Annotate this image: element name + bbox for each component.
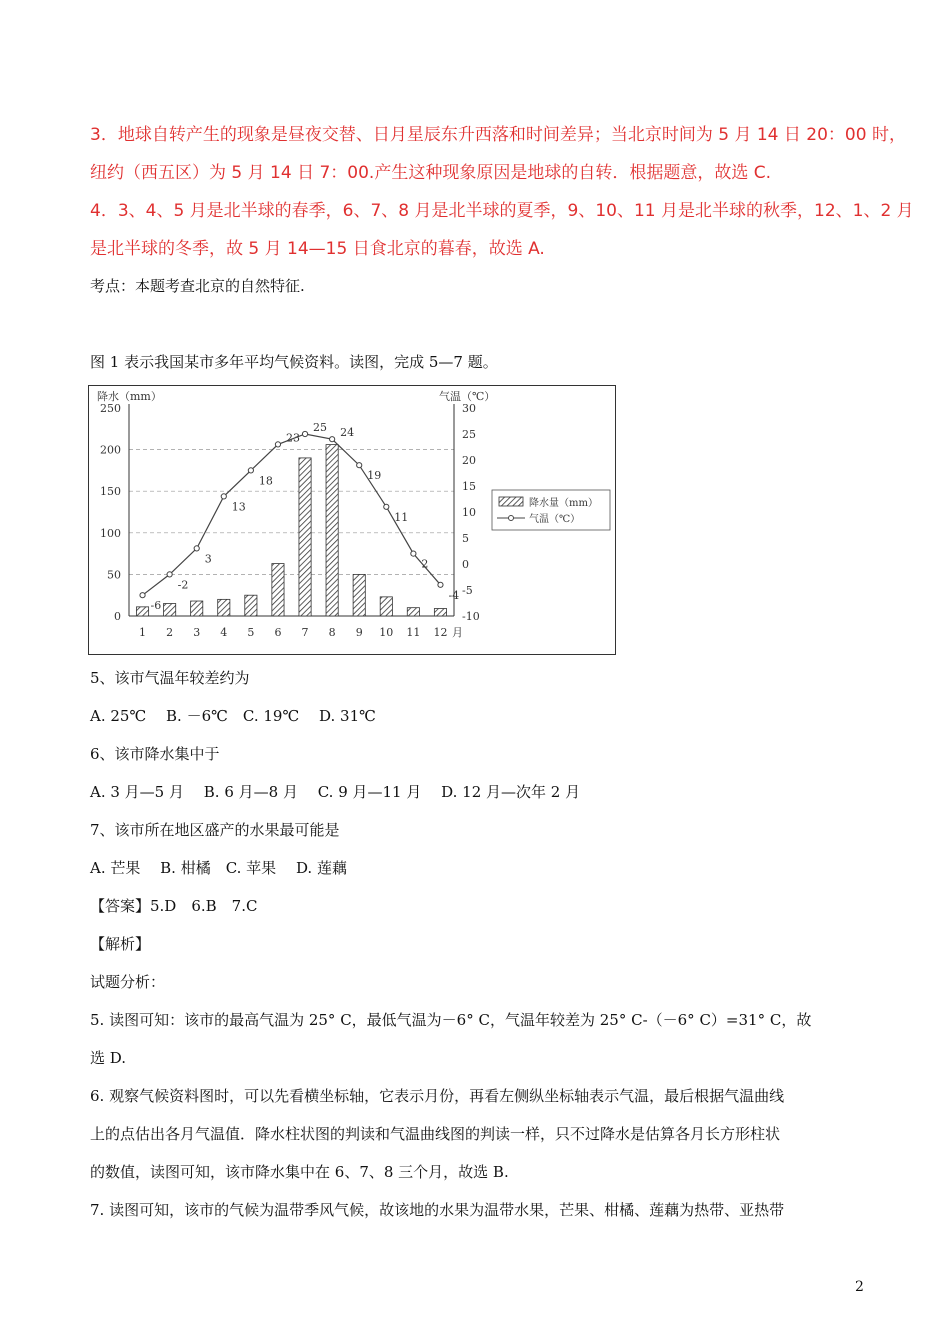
right-tick-label: 15 (462, 480, 476, 493)
x-tick-label: 9 (355, 626, 363, 639)
temp-point (411, 551, 416, 556)
left-axis-label: 降水（mm） (97, 390, 162, 403)
analysis-line-3: 4．3、4、5 月是北半球的春季，6、7、8 月是北半球的夏季，9、10、11 月是北半球的秋季，12、1、2 月 (90, 201, 914, 221)
precip-bar (164, 604, 176, 616)
exp5-line-1: 5. 读图可知：该市的最高气温为 25° C，最低气温为－6° C，气温年较差为 25° C-（－6° C）=31° C，故 (90, 1011, 812, 1029)
exp7-line-1: 7. 读图可知，该市的气候为温带季风气候，故该地的水果为温带水果，芒果、柑橘、莲藕为热带、亚热带 (90, 1201, 785, 1219)
right-tick-label: 5 (462, 532, 469, 545)
q6-stem: 6、该市降水集中于 (90, 745, 220, 763)
x-tick-label: 2 (166, 626, 174, 639)
exp6-line-3: 的数值，读图可知，该市降水集中在 6、7、8 三个月，故选 B. (90, 1163, 509, 1181)
analysis-line-1: 3．地球自转产生的现象是昼夜交替、日月星辰东升西落和时间差异；当北京时间为 5 月 14 日 20：00 时， (90, 125, 906, 145)
right-tick-label: 25 (462, 428, 476, 441)
left-tick-label: 50 (107, 568, 121, 582)
temp-point (275, 442, 280, 447)
temp-data-label: 18 (258, 474, 273, 488)
temp-data-label: -2 (177, 578, 189, 592)
climate-chart (89, 386, 615, 654)
temp-data-label: 11 (394, 510, 409, 524)
precip-bar (299, 458, 311, 616)
precip-bar (191, 601, 203, 616)
left-tick-label: 0 (114, 610, 121, 623)
left-tick-label: 200 (100, 443, 121, 457)
precip-bar (272, 564, 284, 616)
precip-bar (380, 597, 392, 616)
x-axis-unit: 月 (452, 626, 463, 639)
exp6-line-1: 6. 观察气候资料图时，可以先看横坐标轴，它表示月份，再看左侧纵坐标轴表示气温，最后根据气温曲线 (90, 1087, 785, 1105)
analysis-line-4: 是北半球的冬季，故 5 月 14—15 日食北京的暮春，故选 A. (90, 239, 545, 259)
temp-data-label: 13 (231, 500, 246, 514)
answer: 【答案】5.D 6.B 7.C (90, 897, 258, 915)
jiexi-heading: 【解析】 (90, 935, 151, 953)
right-tick-label: 0 (462, 558, 469, 571)
temp-point (221, 494, 226, 499)
page-number: 2 (855, 1279, 864, 1295)
x-tick-label: 11 (406, 626, 421, 639)
temp-point (140, 593, 145, 598)
analysis-line-2: 纽约（西五区）为 5 月 14 日 7：00.产生这种现象原因是地球的自转．根据题意，故选 C. (90, 163, 771, 183)
chart-intro: 图 1 表示我国某市多年平均气候资料。读图，完成 5—7 题。 (90, 353, 498, 371)
temp-point (330, 437, 335, 442)
right-tick-label: 30 (462, 402, 476, 415)
temp-data-label: 23 (285, 431, 300, 445)
temp-point (384, 504, 389, 509)
temp-data-label: 25 (313, 421, 328, 434)
precip-bar (434, 609, 446, 616)
temp-data-label: 19 (367, 469, 382, 483)
x-tick-label: 4 (220, 626, 228, 639)
temp-point (357, 463, 362, 468)
right-tick-label: 10 (462, 506, 476, 519)
x-tick-label: 3 (193, 626, 201, 639)
x-tick-label: 12 (433, 626, 448, 639)
right-tick-label: -5 (462, 584, 473, 597)
exp6-line-2: 上的点估出各月气温值．降水柱状图的判读和气温曲线图的判读一样，只不过降水是估算各月长方形柱状 (90, 1125, 781, 1143)
left-tick-label: 100 (100, 526, 121, 540)
precip-bar (218, 599, 230, 616)
temp-data-label: 3 (204, 552, 212, 566)
legend-temp-label: 气温（℃） (529, 514, 581, 525)
temp-data-label: 2 (421, 557, 429, 571)
precip-bar (136, 607, 148, 616)
left-tick-label: 150 (100, 485, 121, 499)
temp-point (194, 546, 199, 551)
x-tick-label: 6 (274, 626, 282, 639)
temp-point (438, 582, 443, 587)
climate-chart-frame (88, 385, 616, 655)
right-tick-label: 20 (462, 454, 476, 467)
precip-bar (245, 595, 257, 616)
legend-bar-swatch (499, 497, 523, 506)
temp-data-label: -4 (448, 588, 460, 602)
q7-options: A. 芒果 B. 柑橘 C. 苹果 D. 莲藕 (90, 859, 347, 877)
temp-point (167, 572, 172, 577)
x-tick-label: 7 (301, 626, 309, 639)
shiti-heading: 试题分析： (90, 973, 166, 991)
right-tick-label: -10 (462, 610, 480, 623)
right-axis-label: 气温（℃） (439, 390, 496, 403)
x-tick-label: 1 (139, 626, 147, 639)
precip-bar (407, 608, 419, 616)
legend-line-marker (509, 516, 514, 521)
exp5-line-2: 选 D. (90, 1049, 127, 1067)
temp-point (302, 431, 307, 436)
temp-data-label: -6 (150, 599, 162, 613)
temp-point (248, 468, 253, 473)
x-tick-label: 8 (328, 626, 336, 639)
q5-options: A. 25℃ B. －6℃ C. 19℃ D. 31℃ (90, 707, 376, 725)
precip-bar (326, 445, 338, 616)
q5-stem: 5、该市气温年较差约为 (90, 669, 250, 687)
kaodian: 考点：本题考查北京的自然特征. (90, 277, 305, 295)
q7-stem: 7、该市所在地区盛产的水果最可能是 (90, 821, 340, 839)
x-tick-label: 5 (247, 626, 255, 639)
x-tick-label: 10 (379, 626, 394, 639)
legend-precip-label: 降水量（mm） (529, 498, 598, 509)
q6-options: A. 3 月—5 月 B. 6 月—8 月 C. 9 月—11 月 D. 12 月—次年 2 月 (90, 783, 581, 801)
precip-bar (353, 574, 365, 616)
temp-data-label: 24 (340, 426, 355, 440)
left-tick-label: 250 (100, 402, 121, 415)
